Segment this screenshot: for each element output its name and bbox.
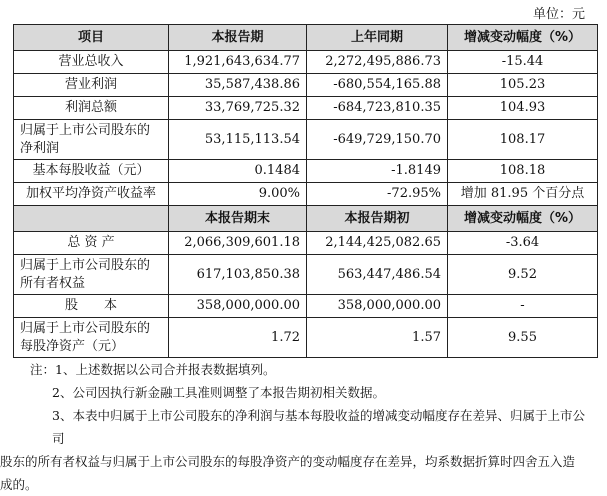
footnote: 2、公司因执行新金融工具准则调整了本报告期初相关数据。 [52, 385, 385, 400]
table-row [14, 120, 598, 160]
prior-value: -72.95% [307, 183, 448, 206]
table-row [14, 295, 598, 318]
change-value: 108.18 [448, 160, 598, 183]
change-value: 108.17 [448, 120, 598, 160]
period-start-value: 1.57 [307, 318, 448, 358]
prior-value: -680,554,165.88 [307, 74, 448, 97]
row-label: 归属于上市公司股东的所有者权益 [14, 255, 169, 295]
header-cell: 本报告期末 [169, 206, 307, 232]
row-label: 加权平均净资产收益率 [14, 183, 169, 206]
table-row [14, 51, 598, 74]
table-header-row [14, 25, 598, 51]
table-row [14, 232, 598, 255]
change-value: -3.64 [448, 232, 598, 255]
table-row [14, 255, 598, 295]
current-value: 33,769,725.32 [169, 97, 307, 120]
header-cell [14, 206, 169, 232]
footnote: 股东的所有者权益与归属于上市公司股东的每股净资产的变动幅度存在差异，均系数据折算时四舍五入造 [0, 454, 576, 469]
header-cell: 上年同期 [307, 25, 448, 51]
current-value: 53,115,113.54 [169, 120, 307, 160]
row-label: 营业总收入 [14, 51, 169, 74]
prior-value: 2,272,495,886.73 [307, 51, 448, 74]
table-row [14, 160, 598, 183]
row-label: 股 本 [14, 295, 169, 318]
unit-label: 单位：元 [532, 7, 585, 22]
period-end-value: 617,103,850.38 [169, 255, 307, 295]
change-value: -15.44 [448, 51, 598, 74]
change-value: - [448, 295, 598, 318]
period-end-value: 358,000,000.00 [169, 295, 307, 318]
row-label: 基本每股收益（元） [14, 160, 169, 183]
change-value: 104.93 [448, 97, 598, 120]
header-cell: 项目 [14, 25, 169, 51]
row-label: 利润总额 [14, 97, 169, 120]
prior-value: -649,729,150.70 [307, 120, 448, 160]
header-cell: 增减变动幅度（%） [448, 206, 598, 232]
row-label: 营业利润 [14, 74, 169, 97]
change-value: 9.52 [448, 255, 598, 295]
footnote: 注：1、上述数据以公司合并报表数据填列。 [30, 362, 276, 377]
financial-data-table [13, 24, 598, 358]
table-row [14, 74, 598, 97]
period-end-value: 1.72 [169, 318, 307, 358]
table-subheader-row [14, 206, 598, 232]
period-start-value: 2,144,425,082.65 [307, 232, 448, 255]
footnote: 成的。 [0, 477, 38, 492]
header-cell: 增减变动幅度（%） [448, 25, 598, 51]
row-label: 归属于上市公司股东的每股净资产（元） [14, 318, 169, 358]
current-value: 35,587,438.86 [169, 74, 307, 97]
change-value: 105.23 [448, 74, 598, 97]
period-end-value: 2,066,309,601.18 [169, 232, 307, 255]
current-value: 9.00% [169, 183, 307, 206]
current-value: 0.1484 [169, 160, 307, 183]
prior-value: -1.8149 [307, 160, 448, 183]
footnotes [0, 358, 590, 496]
header-cell: 本报告期初 [307, 206, 448, 232]
change-value: 9.55 [448, 318, 598, 358]
row-label: 归属于上市公司股东的净利润 [14, 120, 169, 160]
prior-value: -684,723,810.35 [307, 97, 448, 120]
change-value: 增加 81.95 个百分点 [448, 183, 598, 206]
current-value: 1,921,643,634.77 [169, 51, 307, 74]
row-label: 总 资 产 [14, 232, 169, 255]
period-start-value: 563,447,486.54 [307, 255, 448, 295]
period-start-value: 358,000,000.00 [307, 295, 448, 318]
table-row [14, 97, 598, 120]
header-cell: 本报告期 [169, 25, 307, 51]
table-row [14, 318, 598, 358]
footnote: 3、本表中归属于上市公司股东的净利润与基本每股收益的增减变动幅度存在差异、归属于上市公司 [52, 408, 585, 446]
table-row [14, 183, 598, 206]
